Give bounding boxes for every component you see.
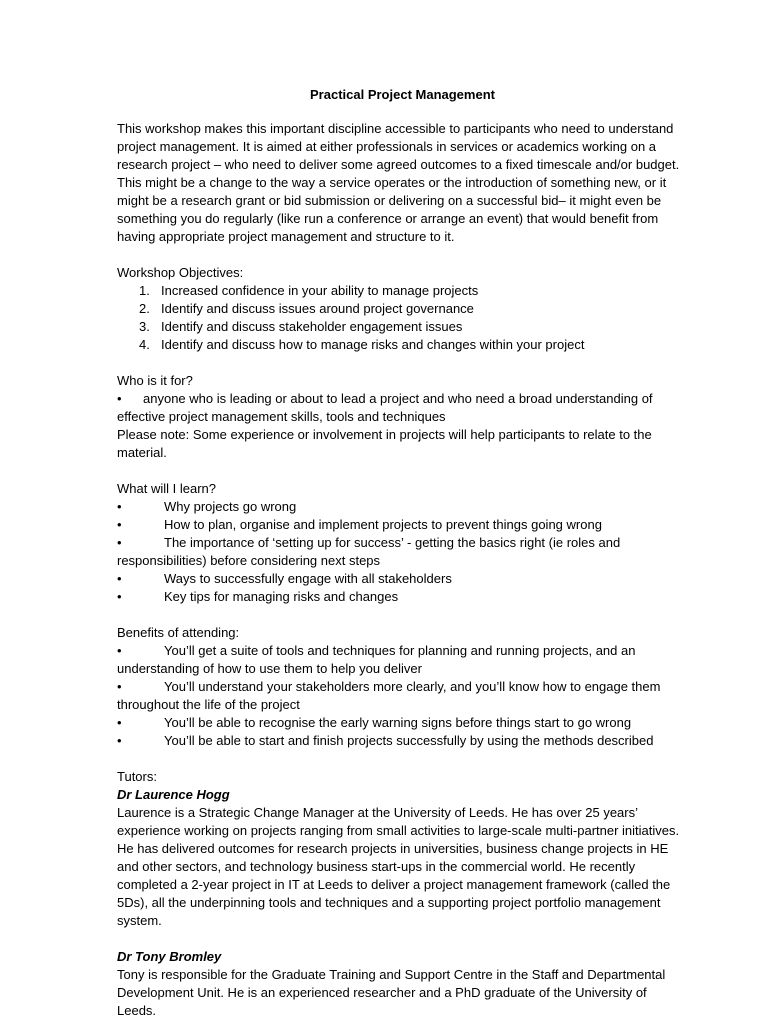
learn-item — [117, 570, 688, 588]
benefit-item — [117, 732, 688, 750]
benefits-heading: Benefits of attending: — [117, 625, 240, 640]
objective-number: 3. — [139, 319, 150, 334]
learn-item-text: Ways to successfully engage with all stakeholders — [164, 571, 452, 586]
objective-text: Identify and discuss stakeholder engagement issues — [161, 319, 463, 334]
tutor-name: Dr Tony Bromley — [117, 949, 222, 964]
objectives-heading: Workshop Objectives: — [117, 265, 244, 280]
who-heading: Who is it for? — [117, 373, 193, 388]
bullet-icon: • — [117, 715, 122, 730]
benefit-item — [117, 714, 688, 732]
tutor-bio: Laurence is a Strategic Change Manager at the University of Leeds. He has over 25 years’ experience working on projects ranging from small activities to large-scale multi-partner initiatives. He has delivered outcomes for research projects in universities, business change projects in HE and other sectors, and technology business start-ups in the commercial world. He recently completed a 2-year project in IT at Leeds to deliver a project management framework (called the 5Ds), all the underpinning tools and techniques and a supporting project portfolio management system. — [117, 805, 680, 928]
bullet-icon: • — [117, 571, 122, 586]
objective-number: 4. — [139, 337, 150, 352]
learn-item-text: How to plan, organise and implement projects to prevent things going wrong — [164, 517, 602, 532]
objective-item — [139, 300, 688, 318]
learn-item-text: The importance of ‘setting up for success’ - getting the basics right (ie roles and responsibilities) before considering next steps — [117, 535, 621, 568]
document-title: Practical Project Management — [310, 87, 495, 102]
bullet-icon: • — [117, 517, 122, 532]
learn-item — [117, 516, 688, 534]
learn-item — [117, 498, 688, 516]
who-section — [117, 372, 688, 462]
tutors-section — [117, 768, 688, 930]
benefit-item — [117, 678, 688, 714]
objective-item — [139, 318, 688, 336]
bullet-icon: • — [117, 499, 122, 514]
benefit-item-text: You’ll get a suite of tools and techniques for planning and running projects, and an understanding of how to use them to help you deliver — [117, 643, 636, 676]
benefits-section — [117, 624, 688, 750]
benefit-item-text: You’ll be able to start and finish projects successfully by using the methods described — [164, 733, 654, 748]
tutors-heading: Tutors: — [117, 769, 157, 784]
bullet-icon: • — [117, 535, 122, 550]
objective-item — [139, 282, 688, 300]
objective-item — [139, 336, 688, 354]
benefit-item-text: You’ll understand your stakeholders more clearly, and you’ll know how to engage them throughout the life of the project — [117, 679, 661, 712]
learn-item-text: Why projects go wrong — [164, 499, 297, 514]
who-note: Please note: Some experience or involvement in projects will help participants to relate to the material. — [117, 427, 652, 460]
learn-section — [117, 480, 688, 606]
learn-item-text: Key tips for managing risks and changes — [164, 589, 399, 604]
objective-number: 2. — [139, 301, 150, 316]
learn-item — [117, 534, 688, 570]
objective-number: 1. — [139, 283, 150, 298]
bullet-icon: • — [117, 589, 122, 604]
objective-text: Increased confidence in your ability to manage projects — [161, 283, 479, 298]
objective-text: Identify and discuss issues around project governance — [161, 301, 474, 316]
who-item — [117, 390, 688, 426]
who-item-text: anyone who is leading or about to lead a project and who need a broad understanding of effective project management skills, tools and techniques — [117, 391, 653, 424]
bullet-icon: • — [117, 391, 122, 406]
learn-item — [117, 588, 688, 606]
bullet-icon: • — [117, 643, 122, 658]
bullet-icon: • — [117, 733, 122, 748]
tutor-bio: Tony is responsible for the Graduate Training and Support Centre in the Staff and Departmental Development Unit. He is an experienced researcher and a PhD graduate of the University of Leeds. — [117, 967, 666, 1018]
objectives-section — [117, 264, 688, 354]
intro-paragraph: This workshop makes this important discipline accessible to participants who need to understand project management. It is aimed at either professionals in services or academics working on a research project – who need to deliver some agreed outcomes to a fixed timescale and/or budget. This might be a change to the way a service operates or the introduction of something new, or it might be a research grant or bid submission or delivering on a successful bid– it might even be something you do regularly (like run a conference or arrange an event) that would benefit from having appropriate project management and structure to it. — [117, 121, 680, 244]
tutor-name: Dr Laurence Hogg — [117, 787, 230, 802]
objectives-list — [117, 282, 688, 354]
learn-heading: What will I learn? — [117, 481, 216, 496]
tutor-section — [117, 948, 688, 1020]
bullet-icon: • — [117, 679, 122, 694]
objective-text: Identify and discuss how to manage risks and changes within your project — [161, 337, 585, 352]
benefit-item-text: You’ll be able to recognise the early warning signs before things start to go wrong — [164, 715, 632, 730]
benefit-item — [117, 642, 688, 678]
